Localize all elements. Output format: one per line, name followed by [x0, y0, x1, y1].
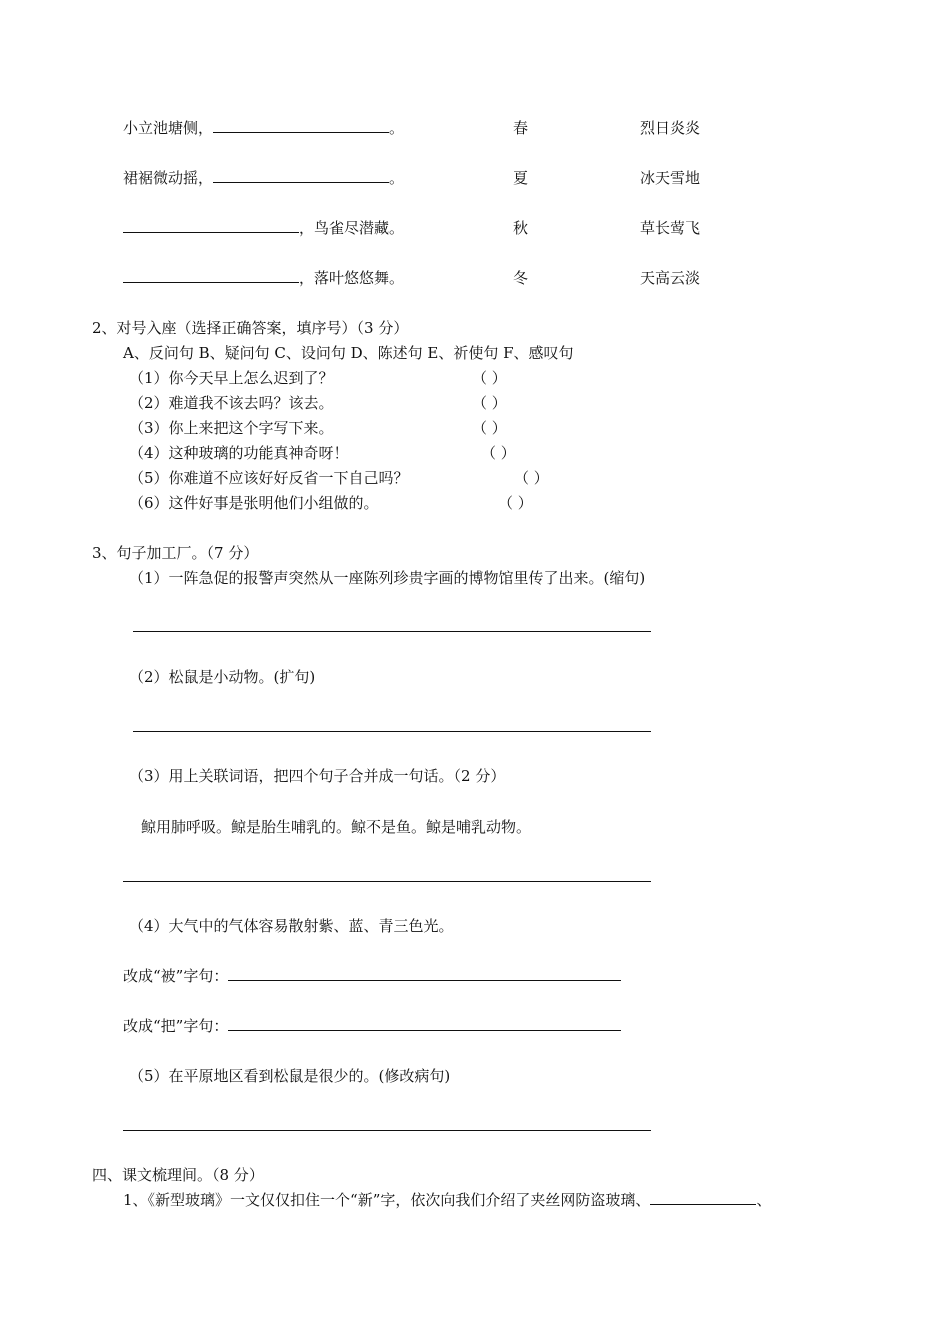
poem-row-4 — [123, 268, 404, 288]
line-text: 、 — [756, 1191, 772, 1209]
answer-blank[interactable] — [123, 218, 299, 233]
question-item: （4）这种玻璃的功能真神奇呀！ — [129, 444, 349, 462]
question-item: （5）你难道不应该好好反省一下自己吗？ — [129, 469, 409, 487]
answer-line[interactable] — [133, 631, 651, 632]
bei-sentence-row — [123, 966, 621, 986]
poem-text: ，鸟雀尽潜藏。 — [299, 219, 405, 237]
answer-blank[interactable] — [213, 118, 389, 133]
answer-line[interactable] — [133, 731, 651, 732]
question-item: （3）你上来把这个字写下来。 — [129, 419, 334, 437]
answer-paren[interactable]: （ ） — [472, 394, 507, 412]
question-item: （6）这件好事是张明他们小组做的。 — [129, 494, 379, 512]
answer-line[interactable] — [123, 1130, 651, 1131]
poem-text: 。 — [389, 169, 405, 187]
sentence-3-source: 鲸用肺呼吸。鲸是胎生哺乳的。鲸不是鱼。鲸是哺乳动物。 — [141, 818, 532, 836]
answer-paren[interactable]: （ ） — [498, 494, 533, 512]
scene-label: 草长莺飞 — [640, 219, 701, 237]
season-label: 春 — [513, 119, 529, 137]
sentence-4: （4）大气中的气体容易散射紫、蓝、青三色光。 — [129, 917, 454, 935]
answer-line[interactable] — [123, 881, 651, 882]
answer-options: A、反问句 B、疑问句 C、设问句 D、陈述句 E、祈使句 F、感叹句 — [123, 344, 574, 362]
poem-text: 小立池塘侧， — [123, 119, 214, 137]
bei-answer-line[interactable] — [228, 966, 621, 981]
answer-paren[interactable]: （ ） — [472, 369, 507, 387]
season-label: 夏 — [513, 169, 529, 187]
section-4-line-1 — [123, 1190, 771, 1210]
sentence-5: （5）在平原地区看到松鼠是很少的。(修改病句) — [129, 1067, 451, 1085]
poem-text: 。 — [389, 119, 405, 137]
ba-label: 改成“把”字句： — [123, 1017, 229, 1035]
sentence-2: （2）松鼠是小动物。(扩句) — [129, 668, 316, 686]
answer-blank[interactable] — [123, 268, 299, 283]
scene-label: 冰天雪地 — [640, 169, 701, 187]
answer-blank[interactable] — [213, 168, 389, 183]
sentence-1: （1）一阵急促的报警声突然从一座陈列珍贵字画的博物馆里传了出来。(缩句) — [129, 569, 646, 587]
poem-text: 裙裾微动摇， — [123, 169, 214, 187]
question-title: 3、句子加工厂。（7 分） — [92, 544, 259, 562]
ba-sentence-row — [123, 1016, 621, 1036]
scene-label: 天高云淡 — [640, 269, 701, 287]
poem-text: ，落叶悠悠舞。 — [299, 269, 405, 287]
answer-paren[interactable]: （ ） — [481, 444, 516, 462]
scene-label: 烈日炎炎 — [640, 119, 701, 137]
question-title: 2、对号入座（选择正确答案，填序号）（3 分） — [92, 319, 409, 337]
sentence-3: （3）用上关联词语，把四个句子合并成一句话。（2 分） — [129, 767, 506, 785]
answer-paren[interactable]: （ ） — [472, 419, 507, 437]
question-item: （2）难道我不该去吗？该去。 — [129, 394, 334, 412]
season-label: 冬 — [513, 269, 529, 287]
ba-answer-line[interactable] — [228, 1016, 621, 1031]
poem-row-1 — [123, 118, 404, 138]
poem-row-2 — [123, 168, 404, 188]
poem-row-3 — [123, 218, 404, 238]
answer-blank[interactable] — [650, 1190, 756, 1205]
answer-paren[interactable]: （ ） — [514, 469, 549, 487]
line-text: 1、《新型玻璃》一文仅仅扣住一个“新”字，依次向我们介绍了夹丝网防盗玻璃、 — [123, 1191, 651, 1209]
bei-label: 改成“被”字句： — [123, 967, 229, 985]
question-item: （1）你今天早上怎么迟到了？ — [129, 369, 334, 387]
section-title: 四、课文梳理间。（8 分） — [92, 1166, 264, 1184]
season-label: 秋 — [513, 219, 529, 237]
